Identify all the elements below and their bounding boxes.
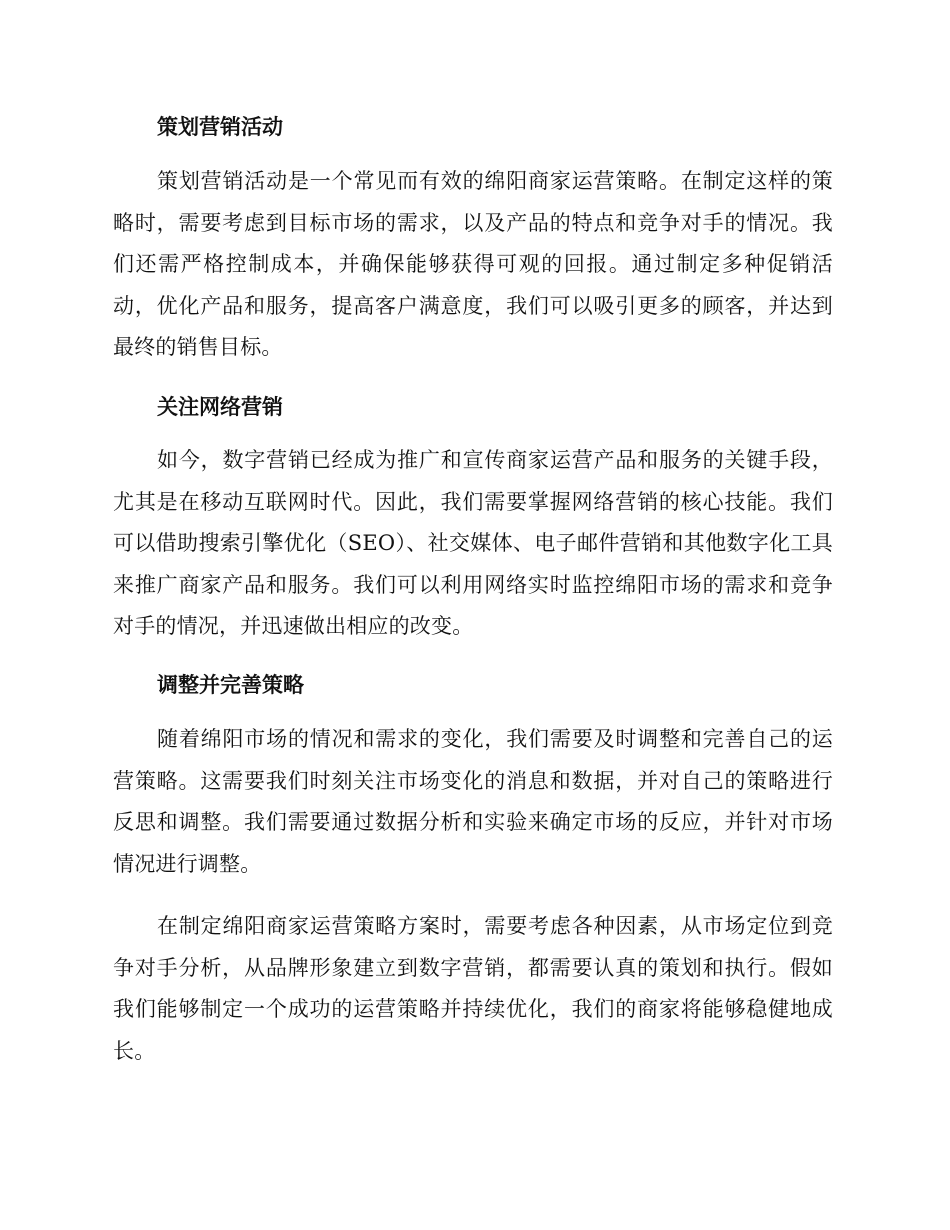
section-paragraph-online-marketing: 如今，数字营销已经成为推广和宣传商家运营产品和服务的关键手段，尤其是在移动互联网时代。因此，我们需要掌握网络营销的核心技能。我们可以借助搜索引擎优化（SEO）、社交媒体、电子邮件营销和其他数字化工具来推广商家产品和服务。我们可以利用网络实时监控绵阳市场的需求和竞争对手的情况，并迅速做出相应的改变。 <box>113 448 833 638</box>
section-heading-marketing-activities: 策划营销活动 <box>157 115 283 139</box>
section-paragraph-marketing-activities: 策划营销活动是一个常见而有效的绵阳商家运营策略。在制定这样的策略时，需要考虑到目标市场的需求，以及产品的特点和竞争对手的情况。我们还需严格控制成本，并确保能够获得可观的回报。通过制定多种促销活动，优化产品和服务，提高客户满意度，我们可以吸引更多的顾客，并达到最终的销售目标。 <box>113 169 833 359</box>
section-heading-adjust-strategy: 调整并完善策略 <box>157 673 304 697</box>
section-heading-online-marketing: 关注网络营销 <box>157 395 283 419</box>
section-paragraph-adjust-strategy: 随着绵阳市场的情况和需求的变化，我们需要及时调整和完善自己的运营策略。这需要我们时刻关注市场变化的消息和数据，并对自己的策略进行反思和调整。我们需要通过数据分析和实验来确定市场的反应，并针对市场情况进行调整。 <box>113 727 833 876</box>
conclusion-paragraph: 在制定绵阳商家运营策略方案时，需要考虑各种因素，从市场定位到竞争对手分析，从品牌形象建立到数字营销，都需要认真的策划和执行。假如我们能够制定一个成功的运营策略并持续优化，我们的商家将能够稳健地成长。 <box>113 914 833 1063</box>
